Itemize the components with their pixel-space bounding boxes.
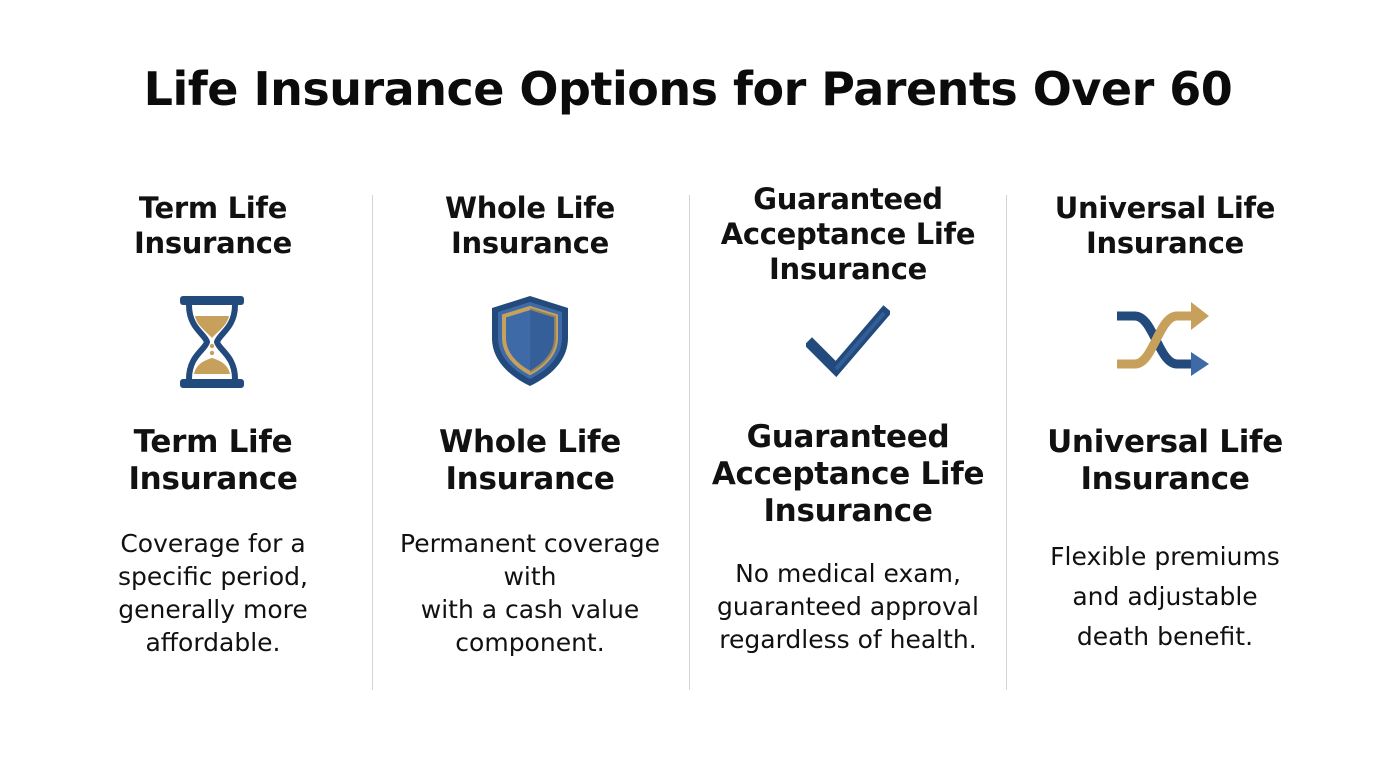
option-description: Coverage for a specific period, generally more affordable. (118, 529, 308, 657)
option-heading: Whole Life Insurance (445, 191, 615, 260)
shuffle-arrows-icon (1113, 296, 1213, 384)
option-subheading: Term Life Insurance (128, 424, 298, 497)
page-title: Life Insurance Options for Parents Over 60 (143, 62, 1233, 116)
option-description: Permanent coverage with with a cash value component. (400, 529, 660, 657)
option-description: Flexible premiums and adjustable death benefit. (1050, 542, 1280, 651)
option-heading: Guaranteed Acceptance Life Insurance (720, 182, 976, 286)
shield-icon (489, 294, 571, 388)
option-whole-life (372, 0, 688, 768)
option-universal-life (1007, 0, 1323, 768)
option-heading: Term Life Insurance (133, 191, 293, 260)
hourglass-icon (177, 294, 247, 390)
option-subheading: Universal Life Insurance (1047, 424, 1283, 497)
option-guaranteed-acceptance (690, 0, 1006, 768)
checkmark-icon (806, 305, 890, 377)
option-subheading: Guaranteed Acceptance Life Insurance (711, 419, 985, 529)
option-subheading: Whole Life Insurance (439, 424, 621, 497)
option-term-life (55, 0, 371, 768)
option-heading: Universal Life Insurance (1054, 191, 1276, 260)
option-description: No medical exam, guaranteed approval regardless of health. (717, 559, 979, 654)
